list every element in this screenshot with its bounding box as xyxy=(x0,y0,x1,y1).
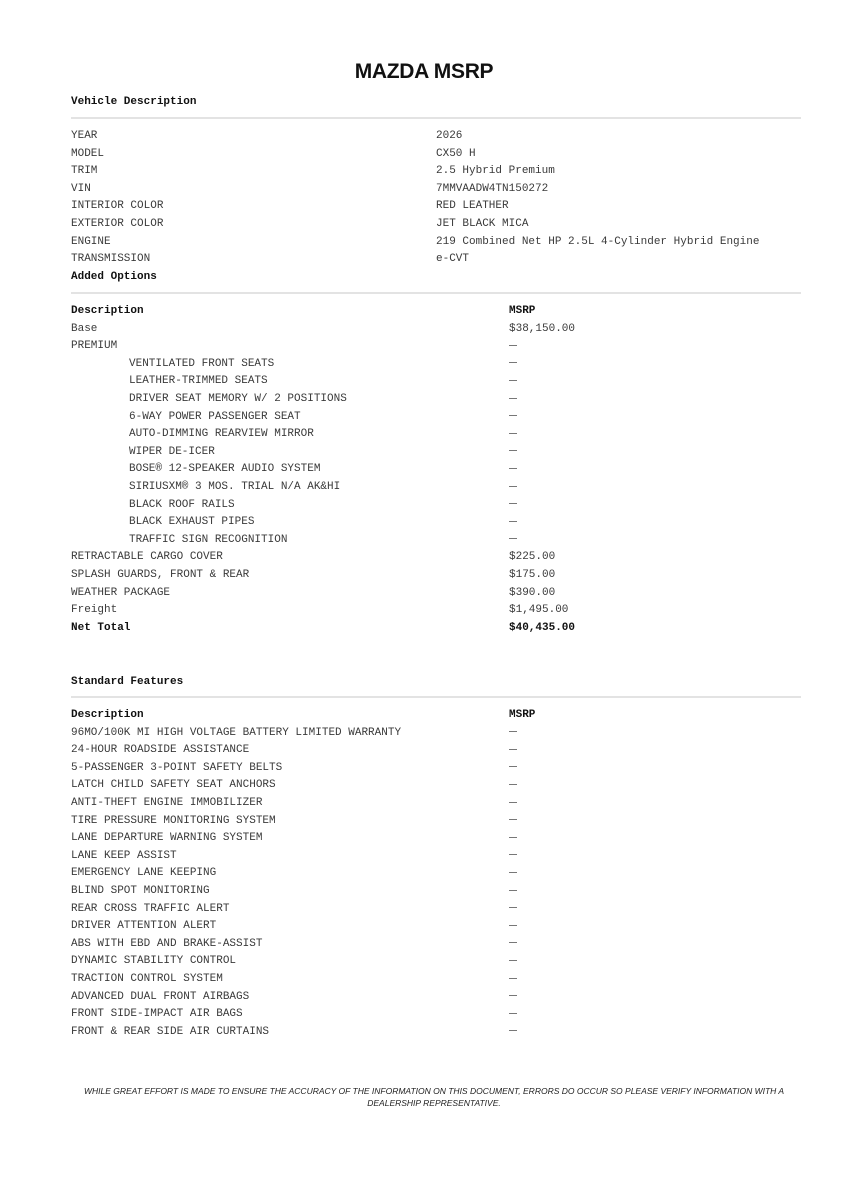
dash-mark xyxy=(509,468,517,469)
row-label: BLACK ROOF RAILS xyxy=(129,498,235,511)
page-title: MAZDA MSRP xyxy=(354,60,494,83)
row-label: TRANSMISSION xyxy=(71,253,151,266)
dash-mark xyxy=(509,731,517,732)
row-value: $175.00 xyxy=(509,568,556,581)
row-value xyxy=(509,1006,517,1024)
dash-mark xyxy=(509,749,517,750)
row-label: WIPER DE-ICER xyxy=(129,445,215,458)
row-label: MODEL xyxy=(71,147,105,160)
row-label: DRIVER ATTENTION ALERT xyxy=(71,920,217,933)
row-value xyxy=(509,409,517,427)
row-value xyxy=(509,971,517,989)
section-divider xyxy=(71,696,801,698)
table-row xyxy=(71,444,801,462)
row-label: WEATHER PACKAGE xyxy=(71,586,171,599)
row-label: BOSE® 12-SPEAKER AUDIO SYSTEM xyxy=(129,463,321,476)
dash-mark xyxy=(509,819,517,820)
row-label: DYNAMIC STABILITY CONTROL xyxy=(71,955,237,968)
table-row xyxy=(71,1024,801,1042)
table-row xyxy=(71,181,801,199)
row-value xyxy=(509,479,517,497)
dash-mark xyxy=(509,1013,517,1014)
row-label: TRAFFIC SIGN RECOGNITION xyxy=(129,533,288,546)
table-row xyxy=(71,742,801,760)
row-label: VENTILATED FRONT SEATS xyxy=(129,357,275,370)
row-value: 219 Combined Net HP 2.5L 4-Cylinder Hybrid Engine xyxy=(436,235,760,248)
table-row xyxy=(71,865,801,883)
row-label: 24-HOUR ROADSIDE ASSISTANCE xyxy=(71,744,250,757)
dash-mark xyxy=(509,907,517,908)
table-row xyxy=(71,777,801,795)
standard-features-table xyxy=(71,707,801,1041)
dash-mark xyxy=(509,890,517,891)
row-label: TRIM xyxy=(71,165,98,178)
row-label: TRACTION CONTROL SYSTEM xyxy=(71,972,223,985)
row-label: ABS WITH EBD AND BRAKE-ASSIST xyxy=(71,937,263,950)
row-value xyxy=(509,918,517,936)
row-value xyxy=(509,497,517,515)
row-label: BLACK EXHAUST PIPES xyxy=(129,516,255,529)
table-row xyxy=(71,321,801,339)
table-row xyxy=(71,1006,801,1024)
row-label: FRONT & REAR SIDE AIR CURTAINS xyxy=(71,1025,270,1038)
table-row xyxy=(71,989,801,1007)
dash-mark xyxy=(509,486,517,487)
table-row xyxy=(71,883,801,901)
row-label: TIRE PRESSURE MONITORING SYSTEM xyxy=(71,814,276,827)
table-header xyxy=(71,707,801,725)
dash-mark xyxy=(509,538,517,539)
row-value xyxy=(509,356,517,374)
dash-mark xyxy=(509,380,517,381)
table-row xyxy=(71,409,801,427)
row-value: $1,495.00 xyxy=(509,604,569,617)
row-value xyxy=(509,1024,517,1042)
row-label: FRONT SIDE-IMPACT AIR BAGS xyxy=(71,1008,243,1021)
table-row xyxy=(71,813,801,831)
row-value xyxy=(509,865,517,883)
dash-mark xyxy=(509,362,517,363)
table-row xyxy=(71,128,801,146)
col-description-header: Description xyxy=(71,709,144,721)
col-msrp-header: MSRP xyxy=(509,305,536,317)
row-value: e-CVT xyxy=(436,253,470,266)
row-value xyxy=(509,883,517,901)
row-value: 2.5 Hybrid Premium xyxy=(436,165,555,178)
vehicle-description-table xyxy=(71,128,801,269)
table-row xyxy=(71,373,801,391)
dash-mark xyxy=(509,398,517,399)
row-label: REAR CROSS TRAFFIC ALERT xyxy=(71,902,230,915)
table-row xyxy=(71,848,801,866)
row-label: RETRACTABLE CARGO COVER xyxy=(71,551,223,564)
row-label: SPLASH GUARDS, FRONT & REAR xyxy=(71,568,250,581)
table-row xyxy=(71,567,801,585)
row-value: JET BLACK MICA xyxy=(436,217,529,230)
row-label: YEAR xyxy=(71,130,98,142)
table-row xyxy=(71,532,801,550)
row-value xyxy=(509,373,517,391)
row-label: ANTI-THEFT ENGINE IMMOBILIZER xyxy=(71,796,263,809)
table-row xyxy=(71,216,801,234)
net-total-row xyxy=(71,620,801,638)
table-row xyxy=(71,514,801,532)
row-label: Freight xyxy=(71,604,118,617)
row-label: LATCH CHILD SAFETY SEAT ANCHORS xyxy=(71,779,276,792)
row-label: ENGINE xyxy=(71,235,111,248)
row-label: EXTERIOR COLOR xyxy=(71,217,164,230)
row-label: 96MO/100K MI HIGH VOLTAGE BATTERY LIMITED WARRANTY xyxy=(71,726,402,739)
row-value xyxy=(509,848,517,866)
table-row xyxy=(71,953,801,971)
row-value xyxy=(509,760,517,778)
disclaimer: WHILE GREAT EFFORT IS MADE TO ENSURE THE ACCURACY OF THE INFORMATION ON THIS DOCUMENT, ERRORS DO OCCUR SO PLEASE VERIFY INFORMATION WITH A DEALERSHIP REPRESENTATIVE. xyxy=(83,1086,785,1108)
row-value: 7MMVAADW4TN150272 xyxy=(436,182,549,195)
row-value: $390.00 xyxy=(509,586,556,599)
row-value xyxy=(509,725,517,743)
added-options-heading: Added Options xyxy=(71,271,157,283)
row-value: $225.00 xyxy=(509,551,556,564)
table-row xyxy=(71,918,801,936)
row-value: CX50 H xyxy=(436,147,476,160)
table-row xyxy=(71,971,801,989)
dash-mark xyxy=(509,1030,517,1031)
table-row xyxy=(71,602,801,620)
dash-mark xyxy=(509,837,517,838)
table-row xyxy=(71,830,801,848)
section-divider xyxy=(71,117,801,119)
table-row xyxy=(71,549,801,567)
table-row xyxy=(71,479,801,497)
row-label: LEATHER-TRIMMED SEATS xyxy=(129,375,268,388)
row-value xyxy=(509,461,517,479)
row-label: EMERGENCY LANE KEEPING xyxy=(71,867,217,880)
row-value: RED LEATHER xyxy=(436,200,509,213)
row-value: 2026 xyxy=(436,130,463,142)
table-row xyxy=(71,585,801,603)
row-value xyxy=(509,426,517,444)
row-label: ADVANCED DUAL FRONT AIRBAGS xyxy=(71,990,250,1003)
dash-mark xyxy=(509,960,517,961)
row-value xyxy=(509,742,517,760)
row-value xyxy=(509,813,517,831)
row-value xyxy=(509,795,517,813)
row-label: Base xyxy=(71,322,98,335)
dash-mark xyxy=(509,854,517,855)
row-label: SIRIUSXM® 3 MOS. TRIAL N/A AK&HI xyxy=(129,480,341,493)
row-label: 5-PASSENGER 3-POINT SAFETY BELTS xyxy=(71,761,283,774)
standard-features-heading: Standard Features xyxy=(71,676,184,688)
row-label: LANE DEPARTURE WARNING SYSTEM xyxy=(71,832,263,845)
table-row xyxy=(71,338,801,356)
row-value xyxy=(509,953,517,971)
dash-mark xyxy=(509,415,517,416)
dash-mark xyxy=(509,942,517,943)
table-row xyxy=(71,251,801,269)
row-value xyxy=(509,777,517,795)
table-row xyxy=(71,234,801,252)
row-value xyxy=(509,936,517,954)
row-value xyxy=(509,901,517,919)
dash-mark xyxy=(509,995,517,996)
dash-mark xyxy=(509,872,517,873)
table-row xyxy=(71,725,801,743)
added-options-table xyxy=(71,303,801,637)
table-row xyxy=(71,901,801,919)
dash-mark xyxy=(509,450,517,451)
table-row xyxy=(71,198,801,216)
row-value xyxy=(509,514,517,532)
net-total-label: Net Total xyxy=(71,621,131,634)
dash-mark xyxy=(509,503,517,504)
row-label: BLIND SPOT MONITORING xyxy=(71,884,210,897)
section-divider xyxy=(71,292,801,294)
dash-mark xyxy=(509,784,517,785)
vehicle-description-heading: Vehicle Description xyxy=(71,96,197,108)
dash-mark xyxy=(509,802,517,803)
table-row xyxy=(71,461,801,479)
table-row xyxy=(71,936,801,954)
table-row xyxy=(71,391,801,409)
row-label: LANE KEEP ASSIST xyxy=(71,849,177,862)
dash-mark xyxy=(509,345,517,346)
col-description-header: Description xyxy=(71,305,144,317)
row-label: INTERIOR COLOR xyxy=(71,200,164,213)
table-row xyxy=(71,146,801,164)
row-value xyxy=(509,444,517,462)
row-value xyxy=(509,830,517,848)
row-label: DRIVER SEAT MEMORY W/ 2 POSITIONS xyxy=(129,392,347,405)
row-value: $38,150.00 xyxy=(509,322,576,335)
row-value xyxy=(509,989,517,1007)
row-label: 6-WAY POWER PASSENGER SEAT xyxy=(129,410,301,423)
dash-mark xyxy=(509,978,517,979)
table-row xyxy=(71,795,801,813)
dash-mark xyxy=(509,766,517,767)
dash-mark xyxy=(509,925,517,926)
row-label: AUTO-DIMMING REARVIEW MIRROR xyxy=(129,428,314,441)
table-row xyxy=(71,760,801,778)
row-value xyxy=(509,391,517,409)
row-value xyxy=(509,338,517,356)
col-msrp-header: MSRP xyxy=(509,709,536,721)
table-row xyxy=(71,163,801,181)
table-row xyxy=(71,356,801,374)
table-header xyxy=(71,303,801,321)
row-label: PREMIUM xyxy=(71,340,118,353)
table-row xyxy=(71,426,801,444)
row-value xyxy=(509,532,517,550)
dash-mark xyxy=(509,521,517,522)
table-row xyxy=(71,497,801,515)
dash-mark xyxy=(509,433,517,434)
row-label: VIN xyxy=(71,182,91,195)
net-total-value: $40,435.00 xyxy=(509,621,576,634)
